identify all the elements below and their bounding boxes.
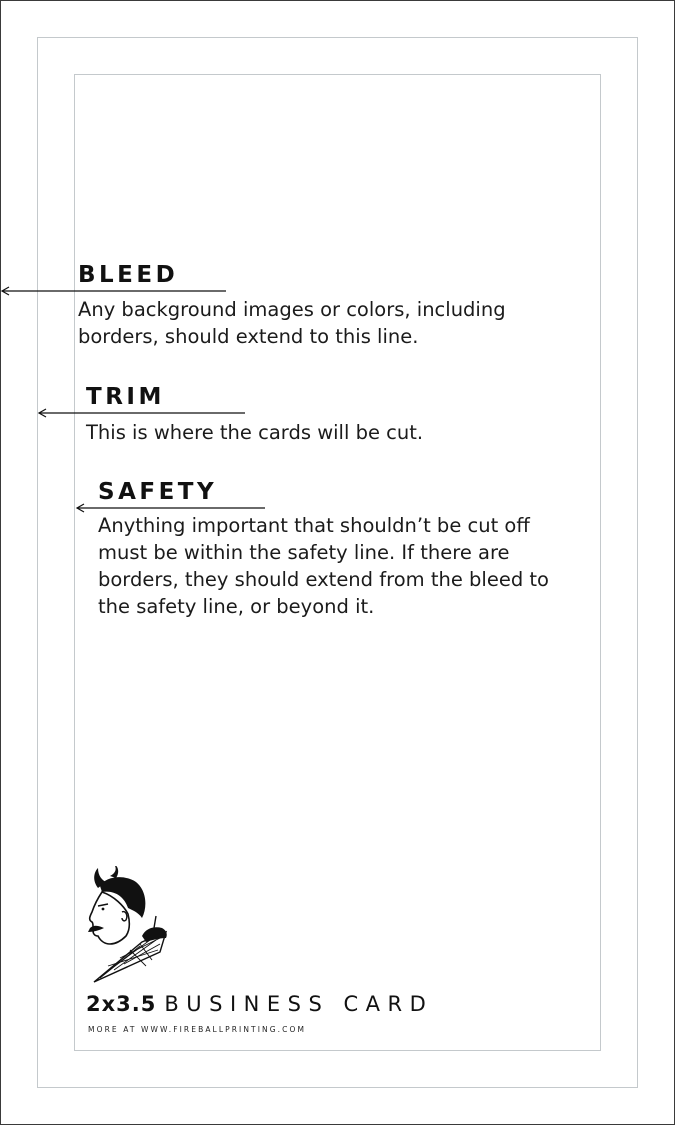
safety-description <box>98 512 549 620</box>
safety-heading: SAFETY <box>98 479 218 505</box>
card-product-label: BUSINESS CARD <box>164 992 434 1016</box>
product-title <box>86 994 433 1015</box>
safety-description-line: borders, they should extend from the bleed to <box>98 568 549 591</box>
bleed-description-line: Any background images or colors, including <box>78 298 506 321</box>
devil-mascot-icon <box>80 866 175 986</box>
bleed-description-line: borders, should extend to this line. <box>78 325 419 348</box>
bleed-description <box>78 296 506 350</box>
safety-description-line: Anything important that shouldn’t be cut off <box>98 514 530 537</box>
website-link-text: MORE AT WWW.FIREBALLPRINTING.COM <box>88 1025 307 1034</box>
trim-heading: TRIM <box>86 384 165 410</box>
trim-description-line: This is where the cards will be cut. <box>86 421 424 444</box>
safety-description-line: must be within the safety line. If there are <box>98 541 510 564</box>
bleed-heading: BLEED <box>78 262 179 288</box>
safety-description-line: the safety line, or beyond it. <box>98 595 375 618</box>
card-size-label: 2x3.5 <box>86 992 157 1016</box>
trim-description <box>86 419 423 446</box>
